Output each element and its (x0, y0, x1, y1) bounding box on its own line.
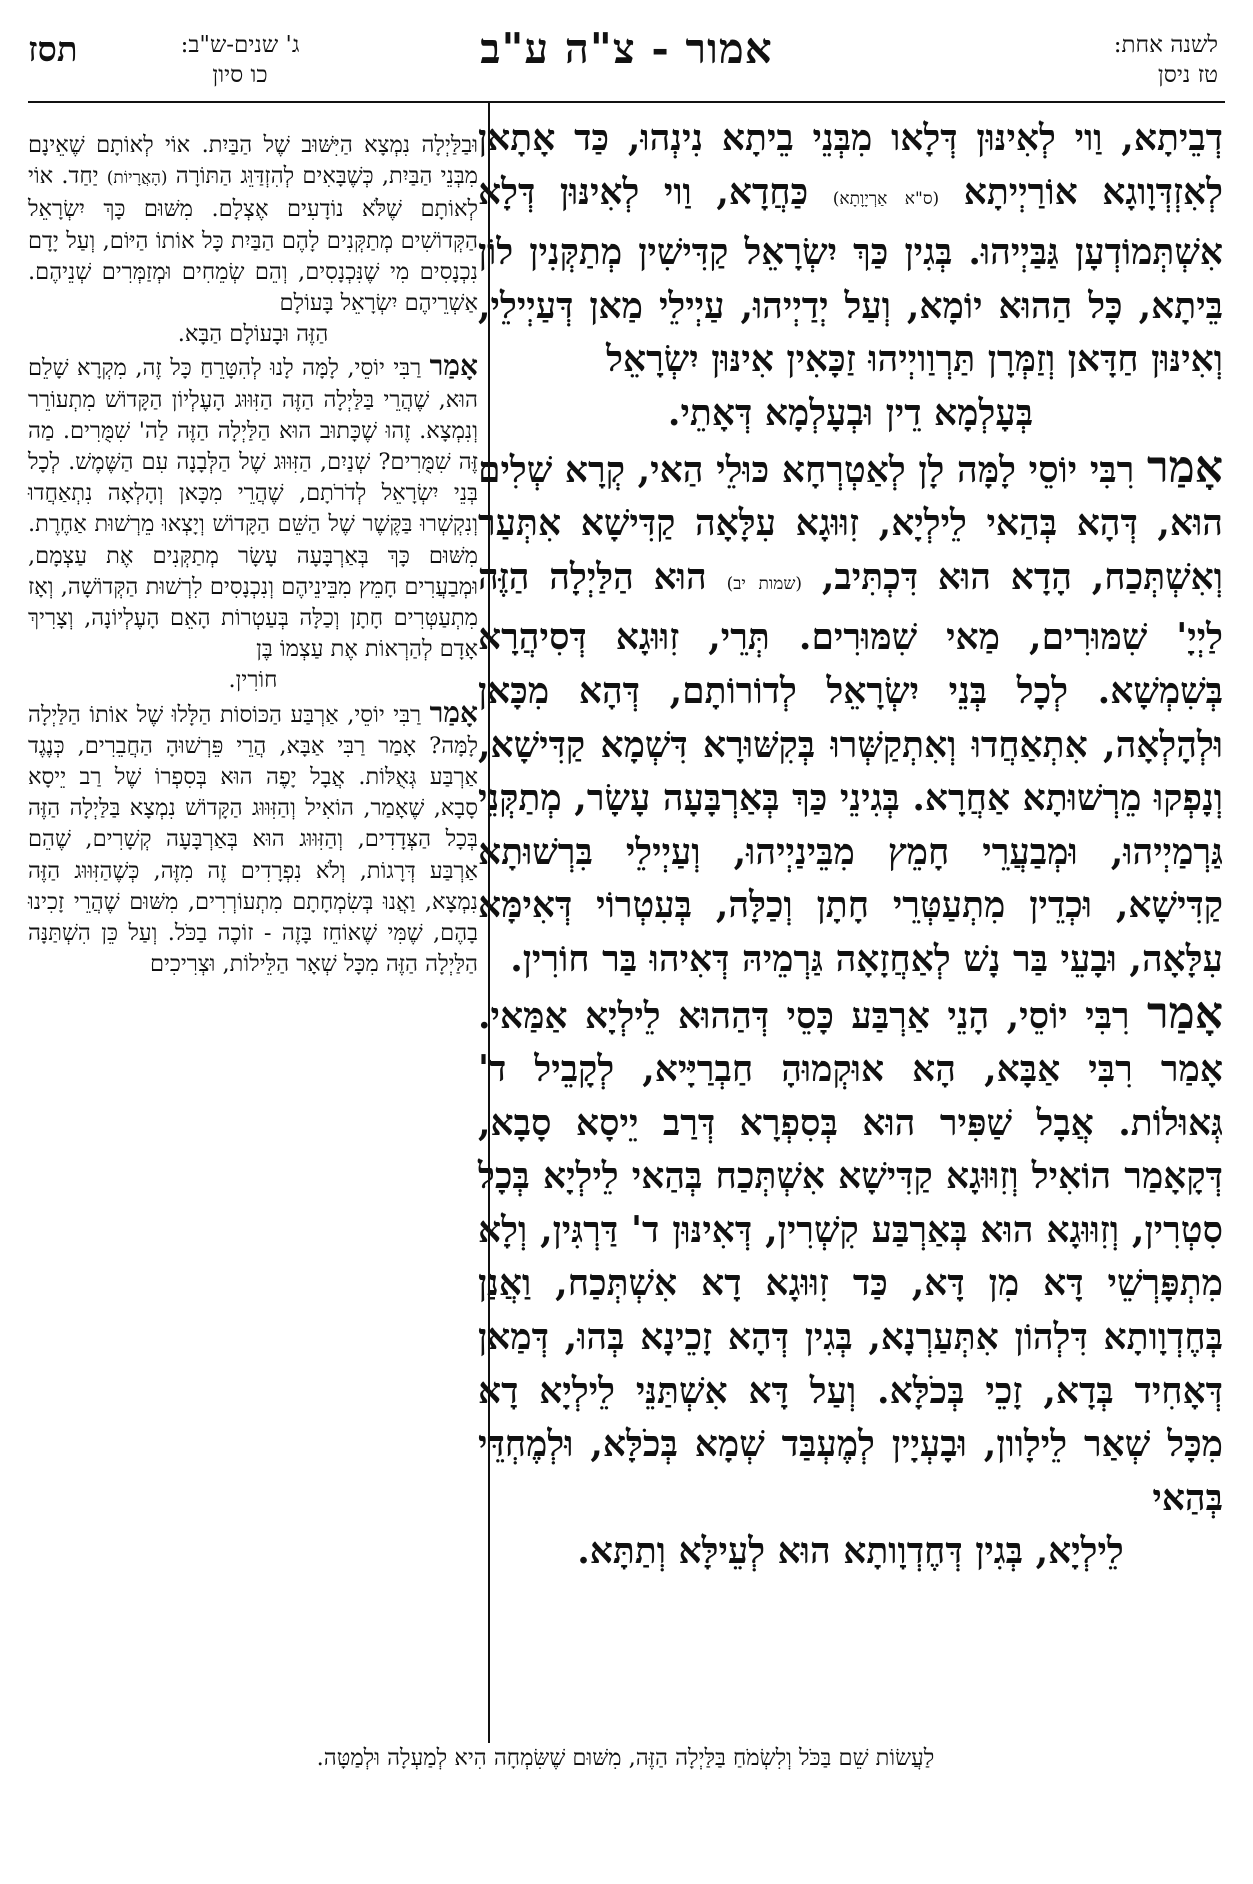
trans-t2-text: רַבִּי יוֹסֵי, לָמָּה לָנוּ לְהִטָּרֵחַ כָּל זֶה, מִקְרָא שָׁלֵם הוּא, שֶׁהֲרֵי בַּלַּיְלָה הַזֶּה הַזִּוּוּג הָעֶלְיוֹן הַקָּדוֹשׁ מִתְעוֹרֵר וְנִמְצָא. זֶהוּ שֶׁכָּתוּב הוּא הַלַּיְלָה הַזֶּה לַה' שִׁמֻּרִים. מַה זֶּה שִׁמֻּרִים? שְׁנַיִם, הַזִּוּוּג שֶׁל הַלְּבָנָה עִם הַשֶּׁמֶשׁ. לְכָל בְּנֵי יִשְׂרָאֵל לְדֹרֹתָם, שֶׁהֲרֵי מִכָּאן וְהָלְאָה נִתְאַחֲדוּ וְנִקְשְׁרוּ בַּקֶּשֶׁר שֶׁל הַשֵּׁם הַקָּדוֹשׁ וְיָצְאוּ מֵרְשׁוּת אַחֶרֶת. מִשּׁוּם כָּךְ בְּאַרְבָּעָה עָשָׂר מְתַקְּנִים אֶת עַצְמָם, וּמְבַעֲרִים חָמֵץ מִבֵּינֵיהֶם וְנִכְנָסִים לִרְשׁוּת הַקְּדוֹשָׁה, וְאָז מִתְעַטְּרִים חָתָן וְכַלָּה בְּעַטְרוֹת הָאֵם הָעֶלְיוֹנָה, וְצָרִיךְ אָדָם לְהַרְאוֹת אֶת עַצְמוֹ בֶּן (28, 355, 478, 663)
main-p1-last-line: בְּעָלְמָא דֵין וּבְעָלְמָא דְּאָתֵי. (667, 391, 1034, 434)
translation-paragraph-3 (28, 697, 478, 981)
header-one-year-date: טז ניסן (1157, 62, 1218, 88)
trans-t2-opening-word: אָמַר (429, 349, 478, 383)
page-number: תסז (28, 30, 78, 70)
main-text-column (478, 112, 1223, 1579)
trans-t1-variant-reference: (הָאֲרָיוֹת) (106, 168, 168, 189)
header-calendar-three-years (105, 30, 375, 90)
header-three-years-date: כו סיון (212, 62, 268, 88)
main-paragraph-3 (478, 987, 1223, 1526)
main-p1-variant-reference: (ס"א אַרְיָוָתָא) (832, 188, 940, 209)
main-p3-last-line: לֵילְיָא, בְּגִין דְּחֶדְוָותָא הוּא לְעֵילָּא וְתַתָּא. (577, 1530, 1124, 1573)
trans-t1-text-rest: יַחַד. אוֹי לְאוֹתָם שֶׁלֹּא נוֹדָעִים אֶצְלָם. מִשּׁוּם כָּךְ יִשְׂרָאֵל הַקְּדוֹשִׁים מְתַקְּנִים לָהֶם הַבַּיִת כָּל אוֹתוֹ הַיּוֹם, וְעַל יָדָם נִכְנָסִים מִי שֶׁנִּכְנָסִים, וְהֵם שְׂמֵחִים וּמְזַמְּרִים שְׁנֵיהֶם. אַשְׁרֵיהֶם יִשְׂרָאֵל בָּעוֹלָם (28, 163, 478, 317)
main-p3-opening-word: אָמַר (1147, 987, 1223, 1039)
main-p2-text-rest: הוּא הַלַּיְלָה הַזֶּה לַיְיָ' שִׁמּוּרִים, מַאי שִׁמּוּרִים. תְּרֵי, זִוּוּגָא דְּסִיהֲרָא בְּשִׁמְשָׁא. לְכָל בְּנֵי יִשְׂרָאֵל לְדוֹרוֹתָם, דְּהָא מִכָּאן וּלְהָלְאָה, אִתְאַחֲדוּ וְאִתְקַשְּׁרוּ בְּקִשּׁוּרָא דִּשְׁמָא קַדִּישָׁא, וְנָפְקוּ מֵרְשׁוּתָא אַחֲרָא. בְּגִינֵי כַּךְ בְּאַרְבָּעָה עָשָׂר, מְתַקְּנֵי גַּרְמַיְיהוּ, וּמְבַעֲרֵי חָמֵץ מִבֵּינַיְיהוּ, וְעַיְילֵי בִּרְשׁוּתָא קַדִּישָׁא, וּכְדֵין מִתְעַטְּרֵי חָתָן וְכַלָּה, בְּעִטְרוֹי דְּאִימָּא עִלָּאָה, וּבָעֵי בַּר נָשׁ לְאַחֲזָאָה גַּרְמֵיהּ דְּאִיהוּ בַּר חוֹרִין. (478, 555, 1223, 980)
page-title: אמור - צ"ה ע"ב (480, 24, 773, 73)
header-three-years-label: ג' שנים-ש"ב: (180, 32, 300, 58)
trans-t1-last-line: הַזֶּה וּבָעוֹלָם הַבָּא. (177, 321, 329, 348)
header-divider (28, 101, 1225, 103)
main-paragraph-2 (478, 441, 1223, 987)
main-p2-opening-word: אָמַר (1147, 441, 1223, 493)
translation-continuation-line: לַעֲשׂוֹת שֵׁם בַּכֹּל וְלִשְׂמֹחַ בַּלַּיְלָה הַזֶּה, מִשּׁוּם שֶׁשִּׂמְחָה הִיא לְמַעְלָה וּלְמַטָּה. (316, 1745, 935, 1771)
header-one-year-label: לשנה אחת: (1113, 32, 1218, 58)
main-p1-text: דְבֵיתָא, וַוי לְאִינּוּן דְּלָאו מִבְּנֵי בֵיתָא נִינְהוּ, כַּד אָתָאן לְאִזְדְּוָוגָא אוֹרַיְיתָא (478, 117, 1223, 213)
trans-t3-text: רַבִּי יוֹסֵי, אַרְבַּע הַכּוֹסוֹת הַלָּלוּ שֶׁל אוֹתוֹ הַלַּיְלָה לָמָּה? אָמַר רַבִּי אַבָּא, הֲרֵי פֵּרְשׁוּהָ הַחֲבֵרִים, כְּנֶגֶד אַרְבַּע גְּאֻלּוֹת. אֲבָל יָפֶה הוּא בְּסִפְרוֹ שֶׁל רַב יֵיסָא סָבָא, שֶׁאָמַר, הוֹאִיל וְהַזִּוּוּג הַקָּדוֹשׁ נִמְצָא בַּלַּיְלָה הַזֶּה בְּכָל הַצְּדָדִים, וְהַזִּוּוּג הוּא בְּאַרְבָּעָה קְשָׁרִים, שֶׁהֵם אַרְבַּע דְּרָגוֹת, וְלֹא נִפְרָדִים זֶה מִזֶּה, כְּשֶׁהַזִּוּוּג הַזֶּה נִמְצָא, וַאֲנוּ בְּשִׂמְחָתָם מִתְעוֹרְרִים, מִשּׁוּם שֶׁהֲרֵי זָכִינוּ בָהֶם, שֶׁמִּי שֶׁאוֹחֵז בָּזֶה - זוֹכֶה בַכֹּל. וְעַל כֵּן הִשְׁתַּנָּה הַלַּיְלָה הַזֶּה מִכָּל שְׁאָר הַלֵּילוֹת, וּצְרִיכִים (28, 701, 478, 978)
main-paragraph-1 (478, 112, 1223, 387)
trans-t3-opening-word: אָמַר (429, 695, 478, 729)
main-p1-text-rest: כַּחֲדָא, וַוי לְאִינּוּן דְּלָא אִשְׁתְּמוֹדְעָן גַּבַּיְיהוּ. בְּגִין כַּךְ יִשְׂרָאֵל קַדִּישִׁין מְתַקְּנִין לוֹן בֵּיתָא, כָּל הַהוּא יוֹמָא, וְעַל יְדַיְיהוּ, עַיְילֵי מַאן דְּעַיְילֵי, וְאִינּוּן חַדָּאן וְזַמְּרָן תַּרְוַויְיהוּ זַכָּאִין אִינּוּן יִשְׂרָאֵל (478, 170, 1223, 381)
translation-paragraph-1 (28, 130, 478, 319)
trans-t1-text: וּבַלַּיְלָה נִמְצָא הַיִּשּׁוּב שֶׁל הַבַּיִת. אוֹי לְאוֹתָם שֶׁאֵינָם מִבְּנֵי הַבַּיִת, כְּשֶׁבָּאִים לְהִזְדַּוֵּג הַתּוֹרָה (28, 132, 478, 190)
main-p2-verse-reference: (שמות יב) (726, 573, 803, 594)
translation-paragraph-2 (28, 350, 478, 665)
main-p3-text: רִבִּי יוֹסֵי, הָנֵי אַרְבַּע כָּסֵי דְּהַהוּא לֵילְיָא אַמַּאי. אָמַר רִבִּי אַבָּא, הָא אוּקְמוּהָ חַבְרַיָּיא, לְקָבֵיל ד' גְּאוּלוֹת. אֲבָל שַׁפִּיר הוּא בְּסִפְרָא דְּרַב יֵיסָא סָבָא, דְּקָאָמַר הוֹאִיל וְזִוּוּגָא קַדִּישָׁא אִשְׁתְּכַח בְּהַאי לֵילְיָא בְּכָל סִטְרִין, וְזִוּוּגָא הוּא בְּאַרְבַּע קִשְׁרִין, דְּאִינּוּן ד' דַּרְגִּין, וְלָא מִתְפָּרְשֵׁי דָּא מִן דָּא, כַּד זִוּוּגָא דָא אִשְׁתְּכַח, וַאֲנַן בְּחֶדְוָותָא דִּלְהוֹן אִתְּעַרְנָא, בְּגִין דְּהָא זָכֵינָא בְּהוּ, דְּמַאן דְּאָחִיד בְּדָא, זָכֵי בְּכֹלָּא. וְעַל דָּא אִשְׁתַּנֵּי לֵילְיָא דָא מִכָּל שְׁאַר לֵילָוון, וּבָעְיָין לְמֶעְבַּד שְׁמָא בְּכֹלָּא, וּלְמֶחְדֵּי בְּהַאי (478, 994, 1223, 1519)
main-p2-text: רִבִּי יוֹסֵי לָמָּה לָן לְאַטְרְחָא כּוּלֵי הַאי, קְרָא שְׁלִים הוּא, דְּהָא בְּהַאי לֵילְיָא, זִוּוּגָא עִלָּאָה קַדִּישָׁא אִתְּעַר וְאִשְׁתְּכַח, הָדָא הוּא דִּכְתִּיב, (478, 448, 1223, 598)
trans-t2-last-line: חוֹרִין. (228, 667, 278, 694)
translation-column (28, 130, 478, 980)
